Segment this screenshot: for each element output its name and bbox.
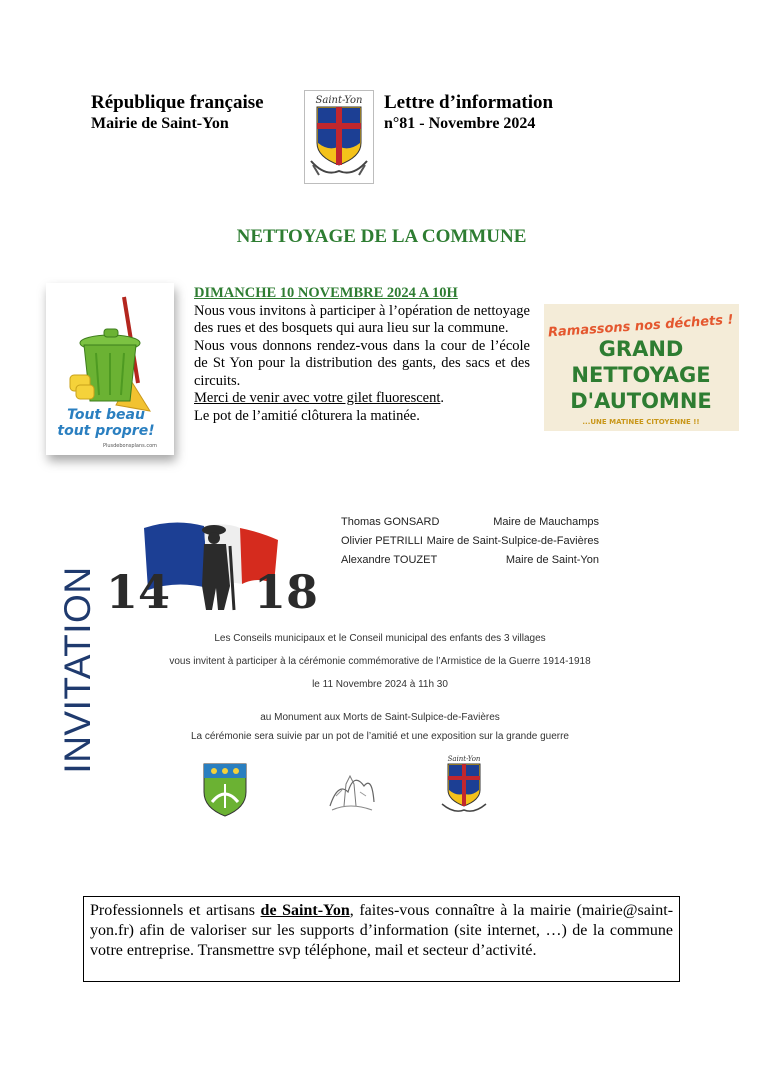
lettre-label: Lettre d’information bbox=[384, 92, 554, 113]
signatory-title-3: Maire de Saint-Yon bbox=[505, 554, 599, 566]
saint-sulpice-drawing bbox=[324, 762, 378, 814]
tout-beau-site: Plusdebonsplans.com bbox=[102, 443, 158, 449]
matinee-text: ...UNE MATINEE CITOYENNE !! bbox=[582, 418, 700, 426]
mairie-label: Mairie de Saint-Yon bbox=[91, 115, 229, 132]
gilet-text: Merci de venir avec votre gilet fluorescent bbox=[194, 390, 441, 406]
event-block bbox=[194, 285, 530, 425]
grand-text: GRAND bbox=[598, 337, 684, 361]
issue-label: n°81 - Novembre 2024 bbox=[384, 115, 536, 132]
grand-nettoyage-image bbox=[544, 304, 739, 431]
artisans-after: , faites-vous connaître à la mairie (mairie@saint-yon.fr) afin de valoriser sur les supports d’information (site internet, …) de la commune votre entreprise. Transmettre svp téléphone, mail et secteur d’activité. bbox=[90, 902, 674, 959]
invitation-line-1: Les Conseils municipaux et le Conseil municipal des enfants des 3 villages bbox=[214, 633, 546, 644]
tout-beau-image bbox=[46, 283, 174, 455]
event-paragraph-1: Nous vous invitons à participer à l’opération de nettoyage des rues et des bosquets qui aura lieu sur la commune. bbox=[194, 302, 530, 336]
header-right bbox=[384, 92, 553, 134]
year-14: 14 bbox=[106, 565, 171, 614]
republique-label: République française bbox=[91, 92, 264, 113]
small-logo-text: Saint-Yon bbox=[447, 755, 481, 763]
invitation-line-3: le 11 Novembre 2024 à 11h 30 bbox=[312, 679, 448, 690]
artisans-text bbox=[84, 897, 679, 965]
tout-beau-line2: tout propre! bbox=[57, 423, 155, 439]
event-date: DIMANCHE 10 NOVEMBRE 2024 A 10H bbox=[194, 285, 458, 301]
signatory-name-3: Alexandre TOUZET bbox=[341, 554, 438, 566]
saint-yon-small-logo bbox=[438, 752, 490, 814]
invitation-line-4: au Monument aux Morts de Saint-Sulpice-de-Favières bbox=[260, 712, 500, 723]
artisans-bold: de Saint-Yon bbox=[260, 902, 350, 919]
artisans-before: Professionnels et artisans bbox=[90, 902, 261, 919]
saint-yon-coat-of-arms bbox=[304, 90, 374, 184]
mauchamps-coat-of-arms bbox=[202, 762, 248, 818]
invitation-line-2: vous invitent à participer à la cérémonie commémorative de l’Armistice de la Guerre 1914-1918 bbox=[169, 656, 591, 667]
gilet-period: . bbox=[440, 390, 445, 406]
invitation-line-5: La cérémonie sera suivie par un pot de l’amitié et une exposition sur la grande guerre bbox=[191, 731, 569, 742]
invitation-vertical-label: INVITATION bbox=[57, 566, 98, 774]
signatory-title-2: Maire de Saint-Sulpice-de-Favières bbox=[426, 535, 599, 547]
section-title: NETTOYAGE DE LA COMMUNE bbox=[236, 226, 527, 247]
year-18: 18 bbox=[254, 565, 319, 614]
nettoyage-text: NETTOYAGE bbox=[571, 363, 711, 387]
tout-beau-line1: Tout beau bbox=[67, 407, 145, 423]
automne-text: D'AUTOMNE bbox=[570, 389, 712, 413]
signatory-name-1: Thomas GONSARD bbox=[341, 516, 440, 528]
event-paragraph-3 bbox=[194, 390, 530, 408]
event-paragraph-2: Nous vous donnons rendez-vous dans la cour de l’école de St Yon pour la distribution des gants, des sacs et des circuits. bbox=[194, 337, 530, 389]
artisans-notice bbox=[83, 896, 680, 982]
signatory-title-1: Maire de Mauchamps bbox=[493, 516, 599, 528]
signatory-name-2: Olivier PETRILLI bbox=[341, 535, 423, 547]
header-left bbox=[91, 92, 264, 134]
signatories bbox=[0, 516, 763, 576]
event-paragraph-4: Le pot de l’amitié clôturera la matinée. bbox=[194, 407, 420, 424]
ramassons-text: Ramassons nos déchets ! bbox=[547, 312, 734, 341]
logo-text: Saint-Yon bbox=[315, 95, 363, 106]
